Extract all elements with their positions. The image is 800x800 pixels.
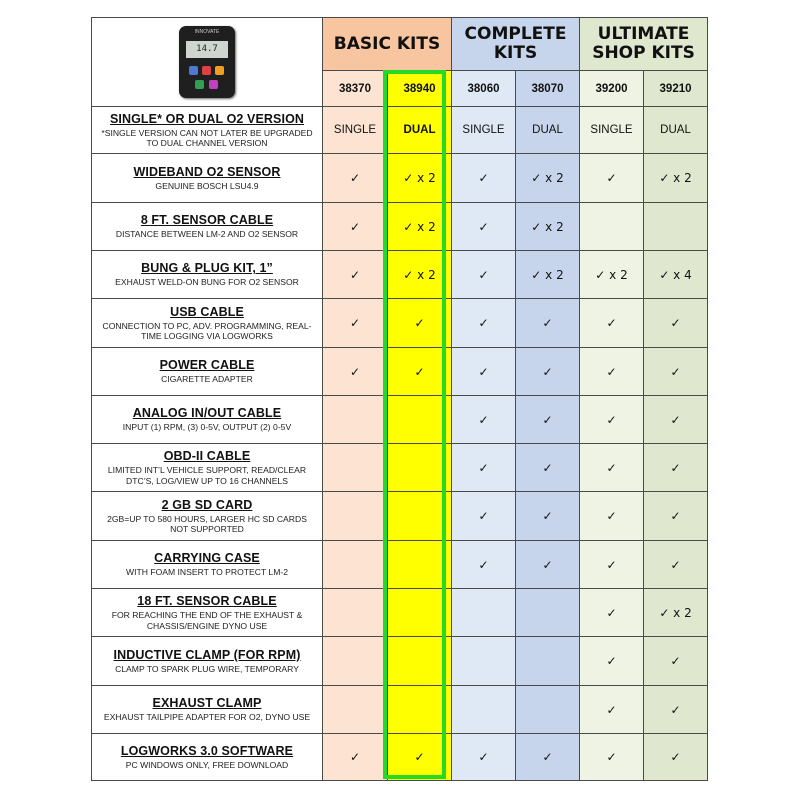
feature-subtitle: FOR REACHING THE END OF THE EXHAUST & CHASSIS/ENGINE DYNO USE [111,610,303,631]
feature-title: USB CABLE [170,304,244,319]
availability-38370: ✓ [323,734,388,781]
availability-39200: ✓ [580,637,644,686]
availability-38070: ✓ [516,299,580,348]
version-value-38370: SINGLE [323,107,388,154]
version-subtitle: *SINGLE VERSION CAN NOT LATER BE UPGRADED TO DUAL CHANNEL VERSION [101,127,313,148]
availability-38370 [323,396,388,444]
feature-row [92,637,708,686]
feature-title: EXHAUST CLAMP [152,696,262,711]
availability-39210: ✓ [644,348,708,396]
feature-cell [92,589,323,637]
availability-38370: ✓ [323,348,388,396]
availability-38070: ✓ x 2 [516,154,580,203]
availability-38940: ✓ [388,734,452,781]
feature-subtitle: GENUINE BOSCH LSU4.9 [155,180,259,191]
feature-subtitle: CONNECTION TO PC, ADV. PROGRAMMING, REAL-TIME LOGGING VIA LOGWORKS [102,320,312,341]
feature-row [92,589,708,637]
availability-38070 [516,686,580,734]
feature-title: CARRYING CASE [154,551,260,566]
feature-cell [92,251,323,299]
feature-row [92,396,708,444]
device-button-red [202,66,211,75]
availability-38070: ✓ [516,444,580,492]
availability-38370: ✓ [323,299,388,348]
availability-38060: ✓ [452,203,516,251]
feature-subtitle: INPUT (1) RPM, (3) 0-5V, OUTPUT (2) 0-5V [122,422,292,433]
part-number-39210: 39210 [644,71,708,107]
availability-38370 [323,686,388,734]
feature-row [92,686,708,734]
feature-title: OBD-II CABLE [163,449,251,463]
feature-cell [92,734,323,781]
availability-38070: ✓ x 2 [516,203,580,251]
availability-38060: ✓ [452,396,516,444]
availability-39200: ✓ [580,348,644,396]
availability-39210: ✓ [644,444,708,492]
feature-title: BUNG & PLUG KIT, 1” [141,261,273,276]
availability-39200: ✓ [580,541,644,589]
feature-cell [92,396,323,444]
availability-38070: ✓ [516,396,580,444]
version-feature-cell [92,107,323,154]
availability-39210: ✓ [644,492,708,541]
availability-39200: ✓ x 2 [580,251,644,299]
feature-cell [92,299,323,348]
availability-38940: ✓ x 2 [388,251,452,299]
availability-39200: ✓ [580,492,644,541]
feature-title: POWER CABLE [159,358,255,373]
feature-row [92,348,708,396]
feature-subtitle: 2GB=UP TO 580 HOURS, LARGER HC SD CARDS NOT SUPPORTED [107,513,307,534]
version-row [92,107,708,154]
part-number-38060: 38060 [452,71,516,107]
availability-38070: ✓ x 2 [516,251,580,299]
availability-38060 [452,589,516,637]
availability-38370 [323,637,388,686]
feature-subtitle: WITH FOAM INSERT TO PROTECT LM-2 [125,567,289,578]
feature-row [92,299,708,348]
availability-39210: ✓ [644,299,708,348]
feature-subtitle: EXHAUST TAILPIPE ADAPTER FOR O2, DYNO USE [103,712,311,723]
feature-cell [92,686,323,734]
feature-subtitle: CIGARETTE ADAPTER [161,374,253,385]
feature-row [92,492,708,541]
device-screen: 14.7 [186,41,228,58]
availability-38940: ✓ x 2 [388,154,452,203]
ultimate-kits-title-line2: SHOP KITS [592,43,695,63]
availability-38370: ✓ [323,203,388,251]
availability-39200 [580,203,644,251]
feature-subtitle: DISTANCE BETWEEN LM-2 AND O2 SENSOR [115,229,299,240]
version-value-38070: DUAL [516,107,580,154]
availability-39210: ✓ [644,637,708,686]
availability-39200: ✓ [580,154,644,203]
availability-39210: ✓ [644,734,708,781]
availability-38940 [388,637,452,686]
feature-row [92,154,708,203]
availability-38370: ✓ [323,251,388,299]
availability-39210: ✓ [644,396,708,444]
feature-title: WIDEBAND O2 SENSOR [133,164,281,179]
availability-38940 [388,686,452,734]
version-value-38940: DUAL [388,107,452,154]
part-number-39200: 39200 [580,71,644,107]
availability-39210: ✓ x 2 [644,154,708,203]
version-value-38060: SINGLE [452,107,516,154]
availability-38060 [452,686,516,734]
feature-title: 8 FT. SENSOR CABLE [140,213,274,228]
availability-38060: ✓ [452,348,516,396]
availability-38070 [516,589,580,637]
availability-38060: ✓ [452,492,516,541]
availability-38070: ✓ [516,541,580,589]
availability-38060 [452,637,516,686]
availability-38070 [516,637,580,686]
availability-38940 [388,492,452,541]
availability-39210: ✓ [644,686,708,734]
comparison-table [91,17,708,781]
product-image-cell [92,18,323,107]
feature-subtitle: CLAMP TO SPARK PLUG WIRE, TEMPORARY [115,663,299,674]
availability-38940 [388,396,452,444]
device-button-purple [209,80,218,89]
availability-38060: ✓ [452,299,516,348]
version-value-39200: SINGLE [580,107,644,154]
availability-38060: ✓ [452,251,516,299]
availability-38070: ✓ [516,734,580,781]
availability-38060: ✓ [452,444,516,492]
availability-38370 [323,589,388,637]
availability-38070: ✓ [516,348,580,396]
availability-39210: ✓ x 2 [644,589,708,637]
complete-kits-title-line2: KITS [493,43,538,63]
feature-cell [92,637,323,686]
part-number-38370: 38370 [323,71,388,107]
complete-kits-title-line1: COMPLETE [464,24,567,44]
availability-38940: ✓ x 2 [388,203,452,251]
device-button-orange [215,66,224,75]
feature-title: 2 GB SD CARD [161,497,253,512]
feature-row [92,444,708,492]
availability-39200: ✓ [580,734,644,781]
version-value-39210: DUAL [644,107,708,154]
feature-title: 18 FT. SENSOR CABLE [137,594,277,608]
basic-kits-header [323,18,452,71]
availability-39200: ✓ [580,299,644,348]
device-logo: INNOVATE [194,29,220,35]
ultimate-kits-header [580,18,708,71]
availability-38370: ✓ [323,154,388,203]
feature-subtitle: EXHAUST WELD-ON BUNG FOR O2 SENSOR [115,277,299,288]
availability-38940: ✓ [388,299,452,348]
device-button-blue [189,66,198,75]
availability-39200: ✓ [580,589,644,637]
feature-cell [92,348,323,396]
kit-comparison-chart [91,17,707,779]
part-number-38940: 38940 [388,71,452,107]
availability-38370 [323,541,388,589]
availability-38070: ✓ [516,492,580,541]
availability-38940: ✓ [388,348,452,396]
availability-39200: ✓ [580,444,644,492]
device-button-green [195,80,204,89]
availability-38940 [388,541,452,589]
feature-cell [92,541,323,589]
feature-cell [92,492,323,541]
part-number-38070: 38070 [516,71,580,107]
availability-38060: ✓ [452,154,516,203]
lm2-device-image [179,26,235,98]
feature-subtitle: LIMITED INT’L VEHICLE SUPPORT, READ/CLEAR DTC’S, LOG/VIEW UP TO 16 CHANNELS [107,465,307,486]
basic-kits-title: BASIC KITS [333,33,441,54]
feature-title: LOGWORKS 3.0 SOFTWARE [120,743,294,758]
availability-39210 [644,203,708,251]
availability-39200: ✓ [580,686,644,734]
feature-row [92,251,708,299]
availability-38370 [323,492,388,541]
feature-subtitle: PC WINDOWS ONLY, FREE DOWNLOAD [125,759,289,770]
availability-38370 [323,444,388,492]
feature-row [92,734,708,781]
feature-row [92,541,708,589]
availability-38060: ✓ [452,541,516,589]
complete-kits-header [452,18,580,71]
availability-39210: ✓ [644,541,708,589]
availability-38940 [388,589,452,637]
feature-cell [92,154,323,203]
feature-title: ANALOG IN/OUT CABLE [132,406,282,421]
feature-title: INDUCTIVE CLAMP (FOR RPM) [113,647,301,662]
availability-38060: ✓ [452,734,516,781]
feature-row [92,203,708,251]
availability-39200: ✓ [580,396,644,444]
availability-38940 [388,444,452,492]
feature-cell [92,444,323,492]
availability-39210: ✓ x 4 [644,251,708,299]
version-title: SINGLE* OR DUAL O2 VERSION [109,111,305,126]
ultimate-kits-title-line1: ULTIMATE [597,24,690,44]
feature-cell [92,203,323,251]
